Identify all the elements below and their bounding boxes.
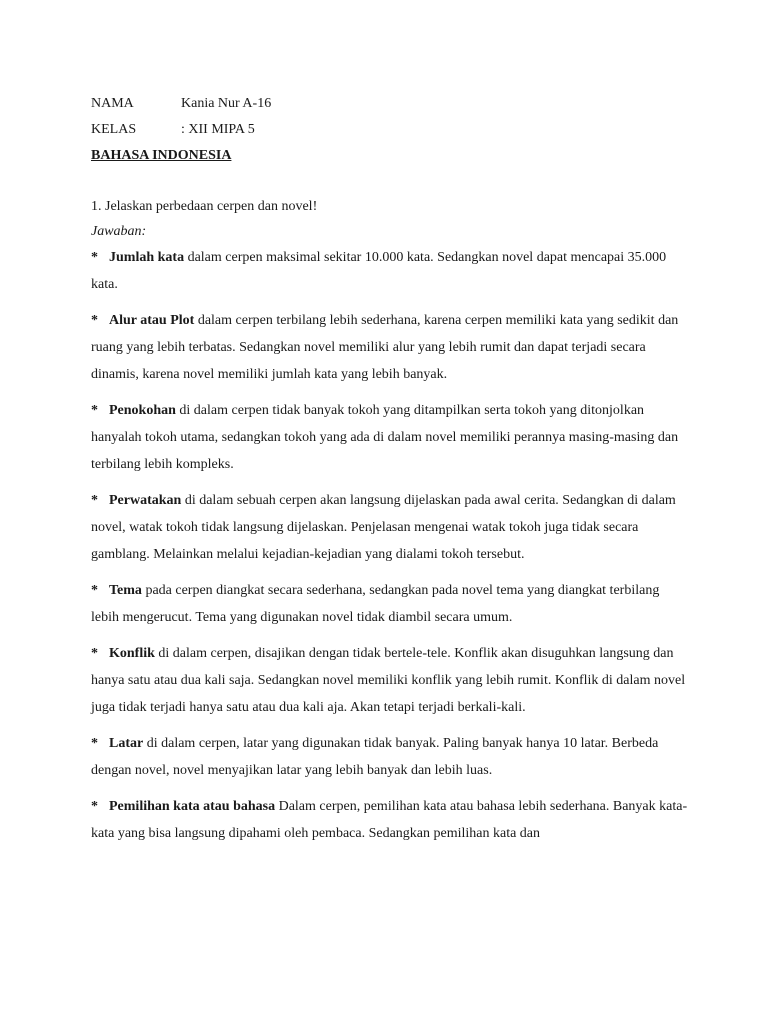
bullet-icon: * xyxy=(91,736,98,751)
list-item xyxy=(91,730,689,784)
item-term: Penokohan xyxy=(109,403,176,418)
name-label: NAMA xyxy=(91,96,134,111)
list-item xyxy=(91,397,689,478)
item-term: Konflik xyxy=(109,646,155,661)
class-value: : XII MIPA 5 xyxy=(181,122,255,137)
item-term: Tema xyxy=(109,583,142,598)
class-row xyxy=(91,117,689,143)
list-item xyxy=(91,577,689,631)
item-term: Alur atau Plot xyxy=(109,313,195,328)
item-text: di dalam cerpen, disajikan dengan tidak bertele-tele. Konflik akan disuguhkan langsung dan hanya satu atau dua kali saja. Sedangkan novel memiliki konflik yang lebih rumit. Konflik di dalam novel juga tidak terjadi hanya satu atau dua kali aja. Akan tetapi terjadi berkali-kali. xyxy=(91,646,686,715)
list-item xyxy=(91,244,689,298)
bullet-icon: * xyxy=(91,313,98,328)
item-term: Latar xyxy=(109,736,144,751)
list-item xyxy=(91,640,689,721)
answer-list xyxy=(91,244,689,847)
list-item xyxy=(91,307,689,388)
list-item xyxy=(91,793,689,847)
bullet-icon: * xyxy=(91,403,98,418)
class-label: KELAS xyxy=(91,122,137,137)
bullet-icon: * xyxy=(91,799,98,814)
answer-label: Jawaban: xyxy=(91,224,147,239)
item-term: Jumlah kata xyxy=(109,250,185,265)
bullet-icon: * xyxy=(91,250,98,265)
item-text: Dalam cerpen, pemilihan kata atau bahasa lebih sederhana. Banyak kata-kata yang bisa langsung dipahami oleh pembaca. Sedangkan pemilihan kata dan xyxy=(91,799,688,841)
question-text: 1. Jelaskan perbedaan cerpen dan novel! xyxy=(91,199,318,214)
name-row xyxy=(91,91,689,117)
document-content xyxy=(91,91,689,856)
item-text: dalam cerpen maksimal sekitar 10.000 kata. Sedangkan novel dapat mencapai 35.000 kata. xyxy=(91,250,667,292)
item-text: dalam cerpen terbilang lebih sederhana, karena cerpen memiliki kata yang sedikit dan ruang yang lebih terbatas. Sedangkan novel memiliki alur yang lebih rumit dan dapat terjadi secara dinamis, karena novel memiliki jumlah kata yang lebih banyak. xyxy=(91,313,679,382)
bullet-icon: * xyxy=(91,583,98,598)
item-text: pada cerpen diangkat secara sederhana, sedangkan pada novel tema yang diangkat terbilang lebih mengerucut. Tema yang digunakan novel tidak diambil secara umum. xyxy=(91,583,660,625)
item-text: di dalam cerpen, latar yang digunakan tidak banyak. Paling banyak hanya 10 latar. Berbeda dengan novel, novel menyajikan latar yang lebih banyak dan lebih luas. xyxy=(91,736,659,778)
item-term: Pemilihan kata atau bahasa xyxy=(109,799,276,814)
item-text: di dalam sebuah cerpen akan langsung dijelaskan pada awal cerita. Sedangkan di dalam novel, watak tokoh tidak langsung dijelaskan. Penjelasan mengenai watak tokoh juga tidak secara gamblang. Melainkan melalui kejadian-kejadian yang dialami tokoh tersebut. xyxy=(91,493,676,562)
item-term: Perwatakan xyxy=(109,493,182,508)
item-text: di dalam cerpen tidak banyak tokoh yang ditampilkan serta tokoh yang ditonjolkan hanyalah tokoh utama, sedangkan tokoh yang ada di dalam novel memiliki perannya masing-masing dan terbilang lebih kompleks. xyxy=(91,403,679,472)
bullet-icon: * xyxy=(91,493,98,508)
list-item xyxy=(91,487,689,568)
subject-title: BAHASA INDONESIA xyxy=(91,148,232,163)
bullet-icon: * xyxy=(91,646,98,661)
name-value: Kania Nur A-16 xyxy=(181,96,272,111)
